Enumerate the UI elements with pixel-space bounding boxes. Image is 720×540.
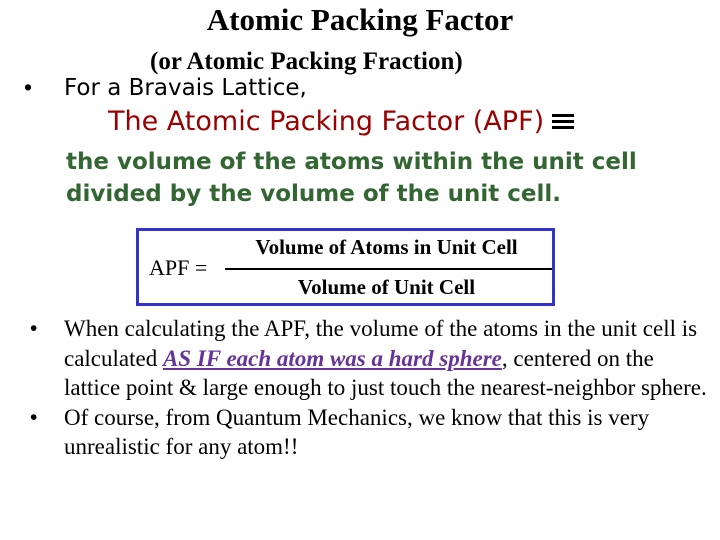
apf-formula-box [136, 228, 555, 306]
quantum-bullet [24, 403, 714, 462]
bullet-marker: • [30, 317, 38, 340]
formula-numerator: Volume of Atoms in Unit Cell [255, 235, 518, 259]
fraction-bar [225, 268, 552, 270]
hard-sphere-emphasis: AS IF each atom was a hard sphere [162, 345, 502, 371]
bullet2-text-before: When calculating the APF, the volume of the atoms in the unit cell is calculated [64, 316, 698, 371]
formula-denominator: Volume of Unit Cell [297, 275, 476, 299]
bullet3-text: Of course, from Quantum Mechanics, we know that this is very unrealistic for any atom!! [64, 404, 650, 459]
bullet-marker: • [30, 405, 38, 429]
lower-bullets [24, 314, 714, 462]
slide-title: Atomic Packing Factor [206, 2, 514, 37]
apf-heading [108, 106, 574, 137]
bullet-marker: • [24, 74, 33, 100]
apf-definition: the volume of the atoms within the unit cell divided by the volume of the unit cell. [66, 149, 637, 207]
intro-bullet [24, 74, 307, 101]
apf-heading-text: The Atomic Packing Factor (APF) [108, 106, 545, 137]
formula-lhs: APF = [149, 255, 208, 280]
bullet2-text-after: , centered on the lattice point & large enough to just touch the nearest-neighbor sphere. [64, 345, 707, 400]
intro-text: For a Bravais Lattice, [64, 75, 307, 101]
hard-sphere-bullet [24, 314, 714, 403]
slide-subtitle: (or Atomic Packing Fraction) [150, 48, 463, 75]
equivalence-icon [552, 112, 574, 130]
